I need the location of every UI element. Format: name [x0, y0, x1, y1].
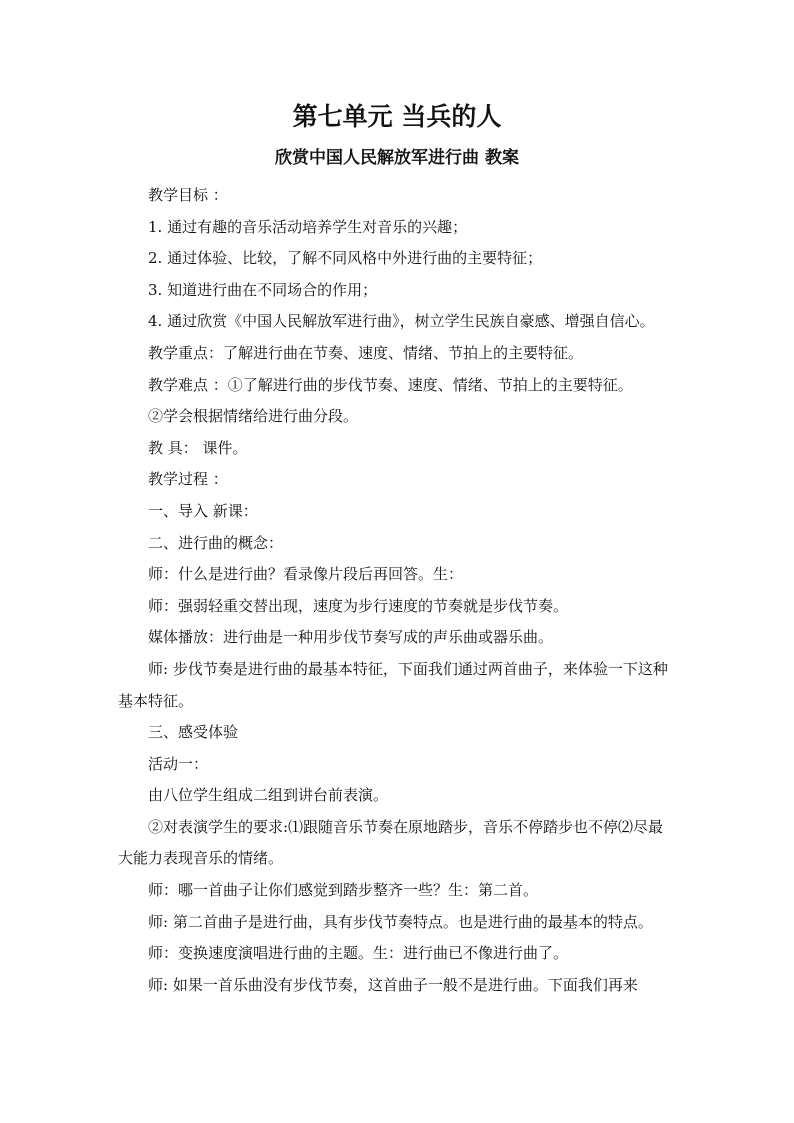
paragraph-performance-requirements: ②对表演学生的要求:⑴跟随音乐节奏在原地踏步，音乐不停踏步也不停⑵尽最大能力表现音乐的情绪。 — [118, 817, 664, 868]
paragraph-section-experience: 三、感受体验 — [148, 723, 239, 742]
paragraph-objective-1: 1. 通过有趣的音乐活动培养学生对音乐的兴趣； — [148, 217, 468, 236]
paragraph-teacher-question: 师：什么是进行曲？看录像片段后再回答。生： — [148, 565, 464, 584]
paragraph-objective-3: 3. 知道进行曲在不同场合的作用； — [148, 280, 378, 299]
paragraph-objective-2: 2. 通过体验、比较，了解不同风格中外进行曲的主要特征； — [148, 249, 543, 268]
paragraph-difficulty-2: ②学会根据情绪给进行曲分段。 — [148, 407, 359, 426]
paragraph-activity-1: 活动一： — [148, 754, 209, 773]
document-title: 第七单元 当兵的人 — [292, 102, 502, 131]
paragraph-key-points: 教学重点：了解进行曲在节奏、速度、情绪、节拍上的主要特征。 — [148, 343, 584, 362]
document-subtitle: 欣赏中国人民解放军进行曲 教案 — [275, 148, 519, 168]
paragraph-teaching-tools: 教 具： 课件。 — [148, 438, 248, 457]
paragraph-teacher-change-tempo: 师：变换速度演唱进行曲的主题。生：进行曲已不像进行曲了。 — [148, 944, 569, 963]
paragraph-teacher-no-rhythm: 师: 如果一首乐曲没有步伐节奏，这首曲子一般不是进行曲。下面我们再来 — [148, 975, 638, 994]
paragraph-media-playback: 媒体播放：进行曲是一种用步伐节奏写成的声乐曲或器乐曲。 — [148, 628, 554, 647]
paragraph-teacher-which-piece: 师：哪一首曲子让你们感觉到踏步整齐一些？生：第二首。 — [148, 881, 539, 900]
document-body — [118, 180, 678, 1001]
paragraph-section-intro: 一、导入 新课： — [148, 501, 258, 520]
paragraph-teacher-rhythm: 师：强弱轻重交替出现，速度为步行速度的节奏就是步伐节奏。 — [148, 596, 569, 615]
paragraph-teacher-second-piece: 师: 第二首曲子是进行曲，具有步伐节奏特点。也是进行曲的最基本的特点。 — [148, 912, 653, 931]
paragraph-objectives-heading: 教学目标 ： — [148, 186, 228, 204]
paragraph-section-concept: 二、进行曲的概念： — [148, 533, 284, 552]
paragraph-teacher-experience: 师: 步伐节奏是进行曲的最基本特征，下面我们通过两首曲子，来体验一下这种基本特征。 — [118, 659, 668, 710]
paragraph-difficulties: 教学难点 ：①了解进行曲的步伐节奏、速度、情绪、节拍上的主要特征。 — [148, 375, 633, 394]
paragraph-student-groups: 由八位学生组成二组到讲台前表演。 — [148, 786, 389, 805]
paragraph-process-heading: 教学过程 ： — [148, 470, 228, 489]
paragraph-objective-4: 4. 通过欣赏《中国人民解放军进行曲》，树立学生民族自豪感、增强自信心。 — [148, 312, 655, 331]
